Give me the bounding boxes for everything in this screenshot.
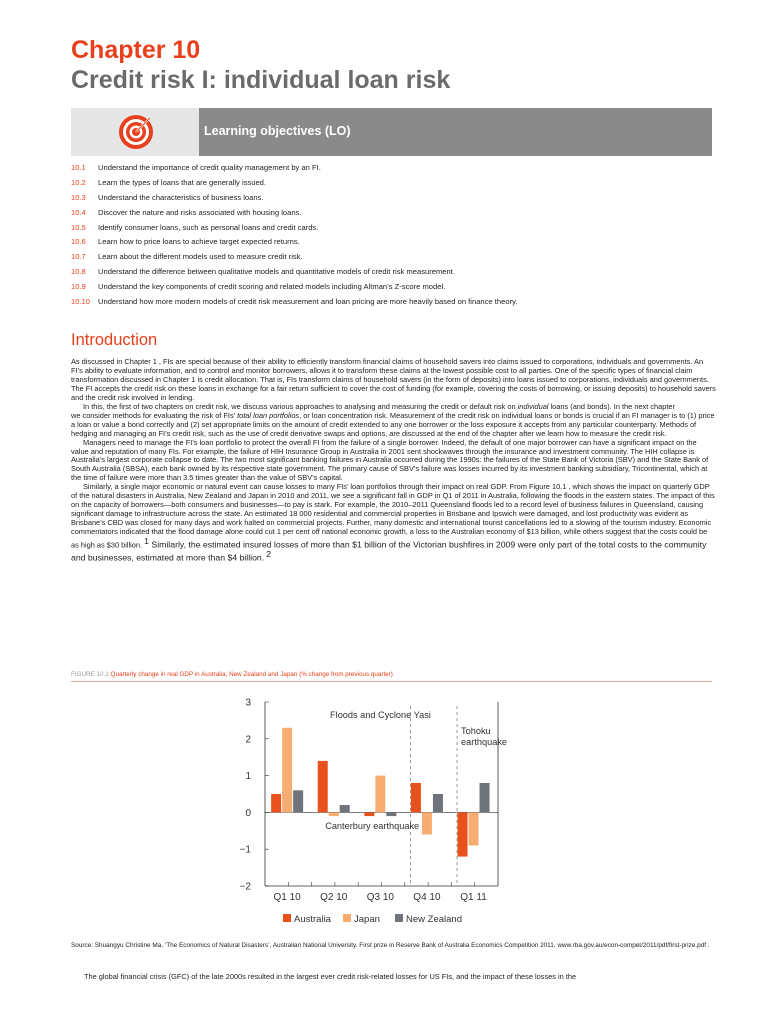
bar-australia [458, 812, 468, 856]
objective-text: Understand how more modern models of credit risk measurement and loan pricing are more heavily based on finance theory. [98, 297, 518, 307]
bar-new-zealand [480, 783, 490, 812]
objective-text: Discover the nature and risks associated with housing loans. [98, 207, 302, 217]
learning-objectives-icon-box [71, 108, 199, 156]
objective-text: Learn about the different models used to measure credit risk. [98, 252, 303, 262]
objective-number: 10.8 [71, 267, 86, 277]
objective-text: Identify consumer loans, such as personal loans and credit cards. [98, 222, 319, 232]
learning-objective-item [71, 280, 517, 295]
y-tick-label: 3 [245, 697, 251, 709]
x-tick-label: Q4 10 [413, 892, 441, 903]
learning-objectives-banner [71, 108, 712, 156]
learning-objective-item [71, 221, 517, 236]
objective-text: Understand the key components of credit scoring and related models including Altman’s Z-score model. [98, 282, 446, 292]
learning-objective-item [71, 191, 517, 206]
x-tick-label: Q1 11 [460, 892, 487, 903]
paragraph: The global financial crisis (GFC) of the late 2000s resulted in the largest ever credit risk-related losses for US FIs, and the impact of these losses in the [84, 972, 577, 981]
legend-label: New Zealand [406, 914, 462, 925]
gdp-bar-chart [225, 690, 525, 935]
legend-swatch [343, 914, 351, 922]
annotation-label: earthquake [461, 737, 508, 747]
bar-japan [422, 812, 432, 834]
objective-number: 10.5 [71, 222, 86, 232]
objective-text: Understand the difference between qualitative models and quantitative models of credit risk measurement. [98, 267, 455, 277]
bar-japan [469, 812, 479, 845]
objective-number: 10.9 [71, 282, 86, 292]
bar-australia [364, 812, 374, 816]
learning-objectives-list [71, 161, 517, 310]
bar-new-zealand [386, 812, 396, 816]
bar-japan [282, 728, 292, 813]
learning-objective-item [71, 250, 517, 265]
objective-number: 10.10 [71, 297, 91, 307]
figure-label: FIGURE 10.1 [71, 671, 109, 678]
figure-caption-text: Quarterly change in real GDP in Australia, New Zealand and Japan (% change from previous quarter) [110, 671, 393, 678]
legend-swatch [395, 914, 403, 922]
y-tick-label: 0 [245, 807, 251, 819]
annotation-label: Floods and Cyclone Yasi [330, 710, 431, 720]
figure-caption [71, 671, 393, 678]
objective-number: 10.4 [71, 207, 86, 217]
legend-label: Japan [354, 914, 380, 925]
figure-source: Source: Shuangyu Christine Ma, ‘The Economics of Natural Disasters’, Australian National University. First prize in Reserve Bank of Australia Economics Competition 2011, www.rba.gov.au/econ-compet/2011/pdf/first-prize.pdf . [71, 942, 710, 949]
y-tick-label: −2 [239, 881, 251, 893]
bar-japan [329, 812, 339, 816]
chapter-number: Chapter 10 [71, 36, 201, 64]
bar-new-zealand [340, 805, 350, 812]
objective-number: 10.3 [71, 192, 86, 202]
target-icon [117, 113, 155, 151]
learning-objectives-title: Learning objectives (LO) [204, 124, 351, 138]
paragraph: Similarly, a single major economic or natural event can cause losses to many FIs’ loan portfolios through their impact on real GDP. From Figure 10.1 , which shows the impact on quarterly GDP of the natural disasters in Australia, New Zealand and Japan in 2010 and 2011, we see a significant fall in GDP in Q1 of 2011 in Australia, following the floods in the eastern states. The impact of this on the capacity of borrowers—both consumers and businesses—to pay is stark. For example, the 2010–2011 Queensland floods led to a record level of business failures in Queensland, causing significant damage to infrastructure across the state. An estimated 18 000 residential and commercial properties in Brisbane and Ipswich were damaged, and lost productivity was evident as Brisbane’s CBD was closed for many days and work halted on commercial projects. Further, many domestic and international tourist cancellations led to a slowing of the tourism industry. Economic commentators indicated that the flood damage alone could cut 1 per cent off national economic growth, a loss to the Australian economy of $13 billion, while others suggest that the costs could be as high as $30 billion. $^1$ Similarly, the estimated insured losses of more than $1 billion of the Victorian bushfires in 2009 were only part of the total costs to the community and businesses, estimated at more than $4 billion. $^2$ [71, 482, 715, 563]
legend-label: Australia [294, 914, 331, 925]
learning-objective-item [71, 176, 517, 191]
bar-new-zealand [433, 794, 443, 812]
bar-australia [318, 761, 328, 813]
bar-japan [375, 776, 385, 813]
objective-number: 10.6 [71, 237, 86, 247]
learning-objective-item [71, 295, 517, 310]
learning-objective-item [71, 235, 517, 250]
y-tick-label: −1 [239, 844, 251, 856]
learning-objective-item [71, 265, 517, 280]
objective-number: 10.1 [71, 163, 86, 172]
x-tick-label: Q3 10 [366, 892, 394, 903]
bar-new-zealand [293, 790, 303, 812]
objective-number: 10.2 [71, 177, 86, 187]
chapter-title: Credit risk I: individual loan risk [71, 66, 451, 94]
paragraph: Managers need to manage the FI’s loan portfolio to protect the overall FI from the failure of a single borrower. Indeed, the default of one major borrower can have a significant impact on the value and reputation of many FIs. For example, the failure of HIH Insurance Group in Australia in 2001 sent shockwaves through the insurance and investment community. The HIH collapse is Australia’s largest corporate collapse to date. The two most significant banking failures in Australia occurred during the 1990s: the failures of the State Bank of Victoria (SBV) and the State Bank of South Australia (SBSA), each bank owned by its respective state government. The primary cause of SBV’s failure was losses incurred by its investment banking subsidiary, Tricontinental, which at the time of failure were more than 3.5 times greater than the value of SBV’s capital. [71, 437, 709, 483]
introduction-heading: Introduction [71, 331, 158, 349]
x-tick-label: Q2 10 [320, 892, 348, 903]
annotation-label: Canterbury earthquake [325, 820, 420, 831]
annotation-label: Tohoku [461, 726, 491, 736]
paragraph: In this, the first of two chapters on credit risk, we discuss various approaches to analysing and measuring the credit or default risk on individual loans (and bonds). In the next chapter [83, 401, 675, 411]
objective-text: Learn how to price loans to achieve target expected returns. [98, 237, 300, 247]
bar-australia [411, 783, 421, 812]
paragraph: we consider methods for evaluating the risk of FIs’ total loan portfolios, or loan concentration risk. Measurement of the credit risk on individual loans or bonds is crucial if an FI manager is to (1) price a loan or value a bond correctly and (2) set appropriate limits on the amount of credit extended to any one borrower or the loss exposure it accepts from any particular counterparty. Methods of hedging and managing an FI’s credit risk, such as the use of credit derivative swaps and options, are discussed at the end of the chapter after we learn how to measure the credit risk. [71, 410, 715, 438]
learning-objective-item [71, 206, 517, 221]
introduction-body [71, 358, 716, 564]
paragraph: As discussed in Chapter 1 , FIs are special because of their ability to efficiently transform financial claims of household savers into claims issued to corporations, individuals and governments. An FI’s ability to evaluate information, and to control and monitor borrowers, allows it to transform these claims at the lowest possible cost to all parties. One of the specific types of financial claim transformation discussed in Chapter 1 is credit allocation. That is, FIs transform claims of household savers (in the form of deposits) into loans issued to corporations, individuals and governments. The FI accepts the credit risk on these loans in exchange for a fair return sufficient to cover the cost of funding (for example, covering the costs of borrowing, or issuing deposits) to household savers and the credit risk involved in lending. [71, 357, 716, 402]
x-tick-label: Q1 10 [273, 892, 301, 903]
y-tick-label: 1 [245, 771, 251, 783]
legend-swatch [283, 914, 291, 922]
objective-text: Learn the types of loans that are generally issued. [98, 177, 267, 187]
objective-text: Understand the characteristics of business loans. [98, 192, 264, 202]
objective-text: Understand the importance of credit quality management by an FI. [98, 163, 321, 172]
bar-australia [271, 794, 281, 812]
caption-divider [71, 681, 712, 682]
objective-number: 10.7 [71, 252, 86, 262]
learning-objective-item [71, 161, 517, 176]
y-tick-label: 2 [245, 734, 251, 746]
